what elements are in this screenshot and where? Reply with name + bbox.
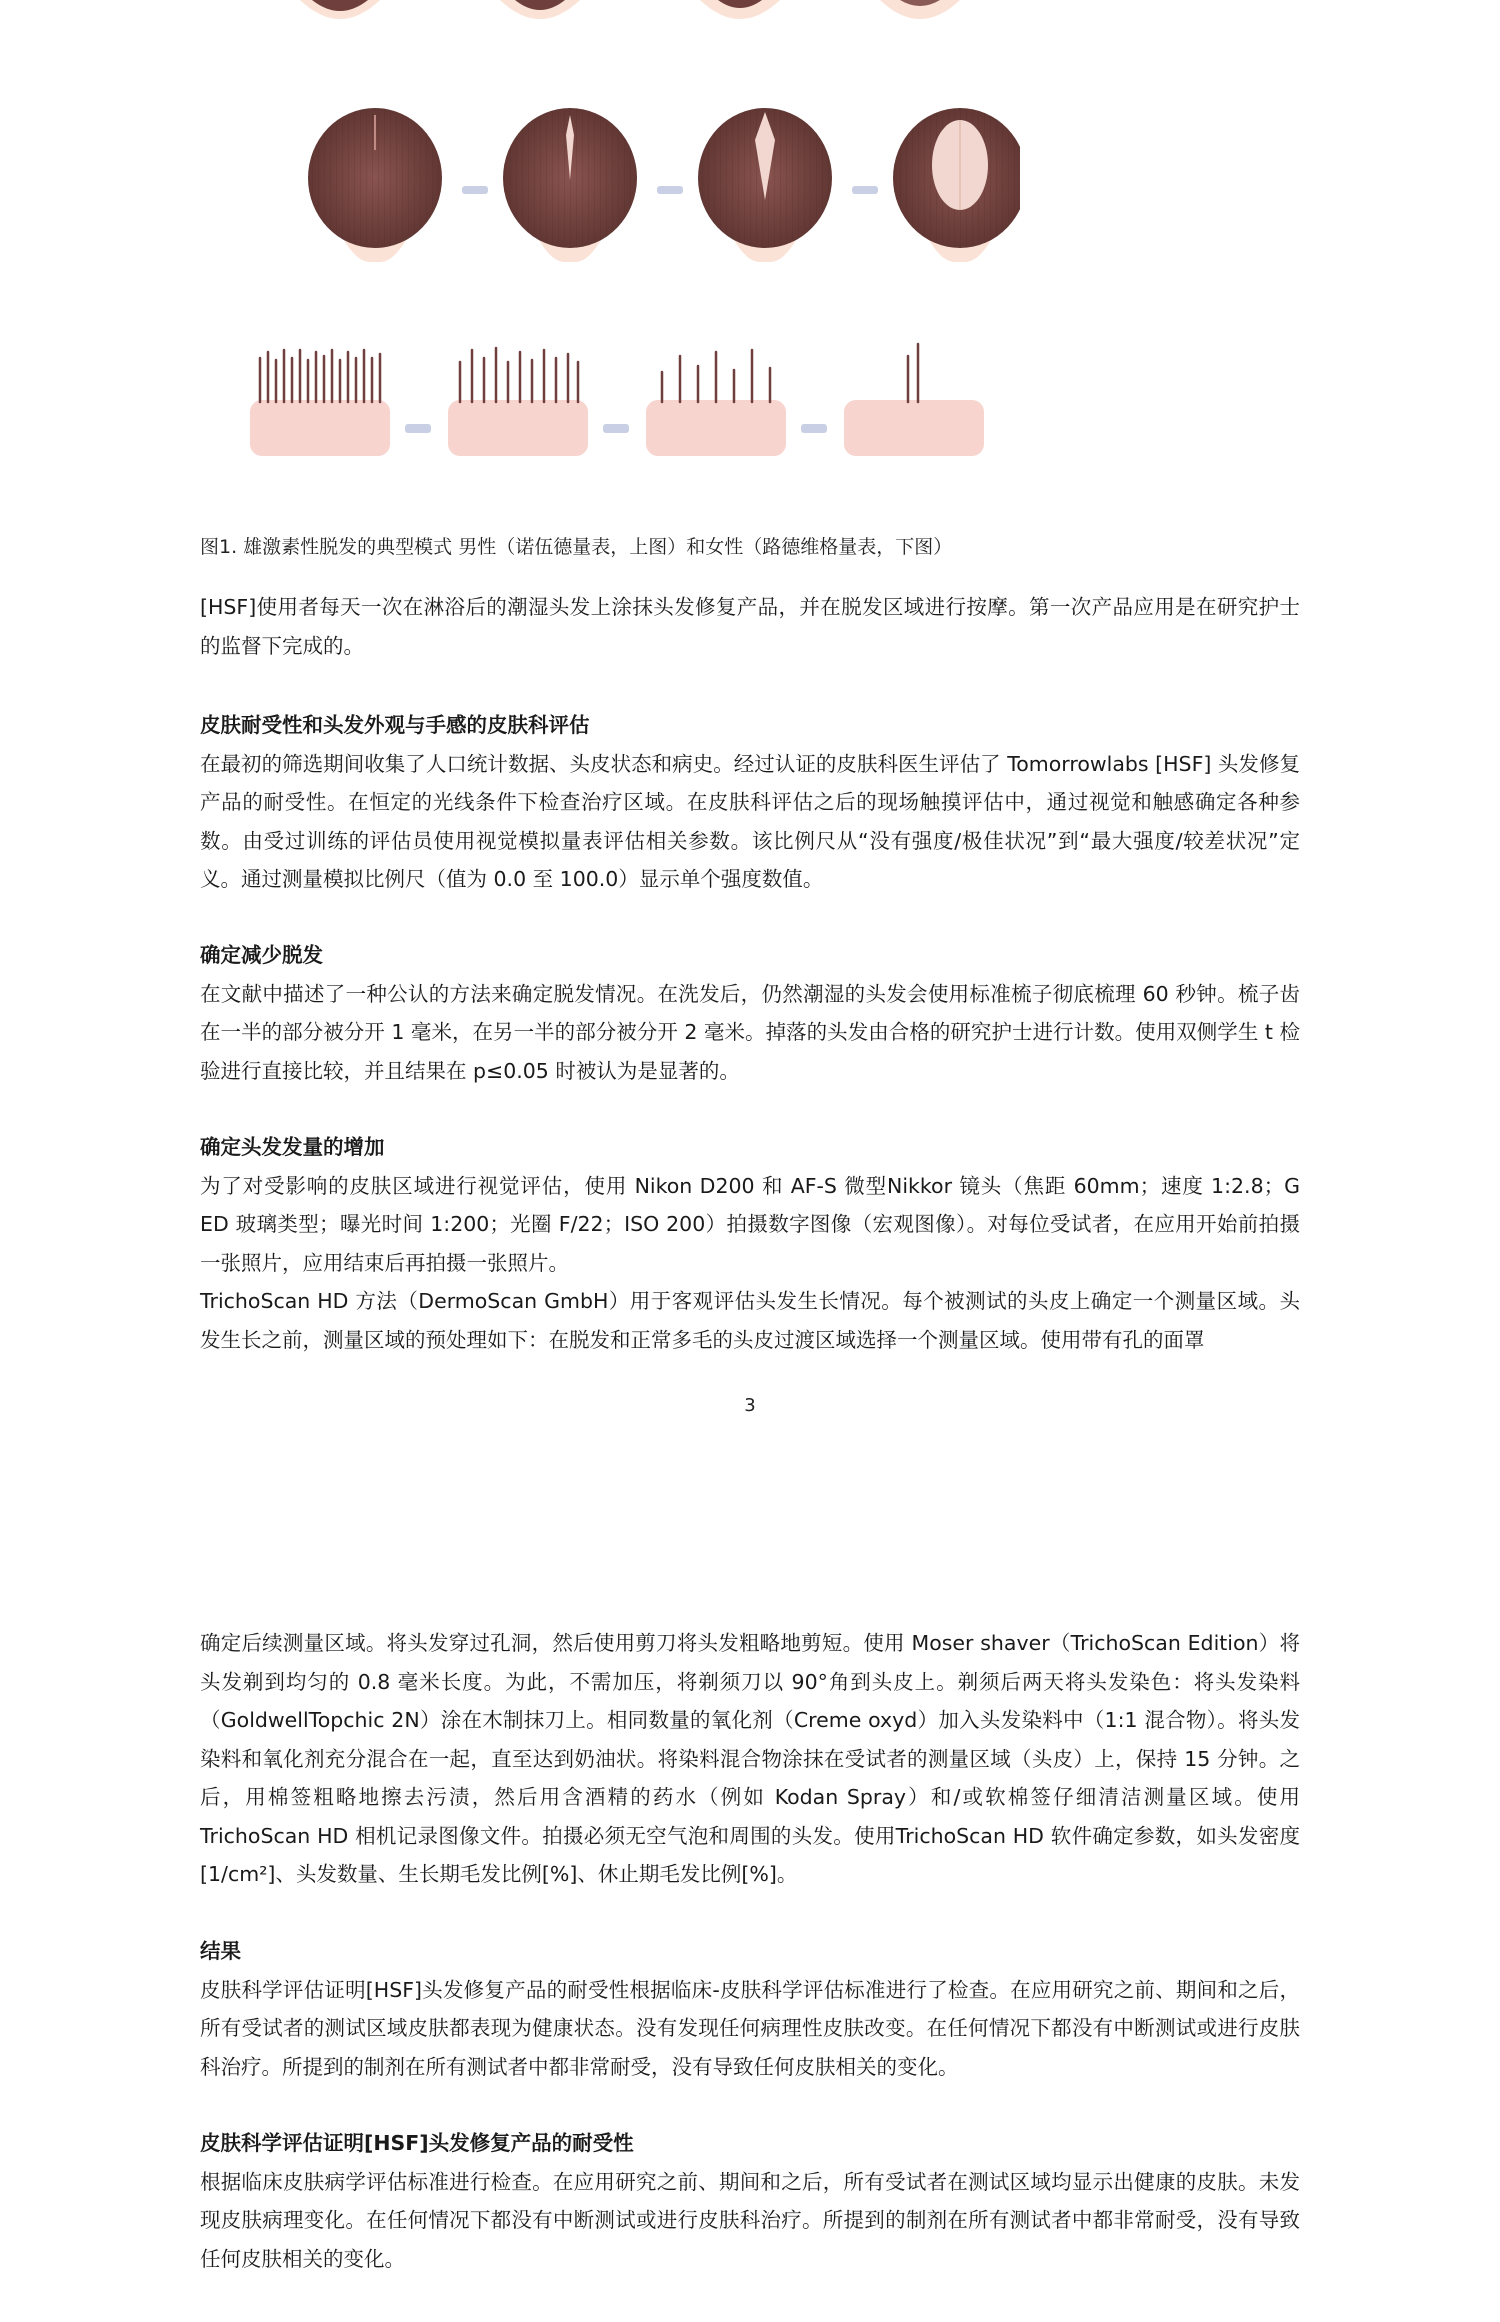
hair-density-row: [250, 344, 984, 456]
hairloss-section: [200, 936, 1300, 1090]
volume-heading: 确定头发发量的增加: [200, 1135, 385, 1159]
hairloss-heading: 确定减少脱发: [200, 943, 323, 967]
female-head-stage-4: [893, 108, 1020, 262]
figure-caption: 图1. 雄激素性脱发的典型模式 男性（诺伍德量表，上图）和女性（路德维格量表，下图）: [200, 536, 953, 558]
connector: [657, 186, 683, 194]
procedure-section: [200, 1624, 1300, 1894]
tolerance-heading: 皮肤科学评估证明[HSF]头发修复产品的耐受性: [200, 2131, 634, 2155]
derm-section: [200, 706, 1300, 899]
hair-loss-figure: [240, 0, 1020, 460]
connector: [801, 424, 827, 433]
density-stage-1: [250, 350, 390, 456]
female-head-stage-2: [503, 108, 637, 262]
top-row-heads: [300, 0, 960, 19]
density-stage-4: [844, 344, 984, 456]
volume-paragraph: 为了对受影响的皮肤区域进行视觉评估，使用 Nikon D200 和 AF-S 微型Nikkor 镜头（焦距 60mm；速度 1:2.8；G ED 玻璃类型；曝光时间 1:200；光圈 F/22；ISO 200）拍摄数字图像（宏观图像）。对每位受试者，在应用开始前拍摄一张照片，应用结束后再拍摄一张照片。: [200, 1173, 1300, 1275]
density-stage-2: [448, 348, 588, 456]
connector: [852, 186, 878, 194]
derm-heading: 皮肤耐受性和头发外观与手感的皮肤科评估: [200, 713, 590, 737]
female-heads-row: [308, 108, 1020, 262]
tolerance-paragraph: 根据临床皮肤病学评估标准进行检查。在应用研究之前、期间和之后，所有受试者在测试区域均显示出健康的皮肤。未发现皮肤病理变化。在任何情况下都没有中断测试或进行皮肤科治疗。所提到的制剂在所有测试者中都非常耐受，没有导致任何皮肤相关的变化。: [200, 2169, 1300, 2271]
hairloss-paragraph: 在文献中描述了一种公认的方法来确定脱发情况。在洗发后，仍然潮湿的头发会使用标准梳子彻底梳理 60 秒钟。梳子齿在一半的部分被分开 1 毫米，在另一半的部分被分开 2 毫米。掉落的头发由合格的研究护士进行计数。使用双侧学生 t 检验进行直接比较，并且结果在 p≤0.05 时被认为是显著的。: [200, 981, 1300, 1083]
density-stage-3: [646, 350, 786, 456]
trichoscan-paragraph: TrichoScan HD 方法（DermoScan GmbH）用于客观评估头发生长情况。每个被测试的头皮上确定一个测量区域。头发生长之前，测量区域的预处理如下：在脱发和正常多毛的头皮过渡区域选择一个测量区域。使用带有孔的面罩: [200, 1289, 1300, 1352]
tolerance-section: [200, 2124, 1300, 2278]
results-paragraph: 皮肤科学评估证明[HSF]头发修复产品的耐受性根据临床-皮肤科学评估标准进行了检查。在应用研究之前、期间和之后，所有受试者的测试区域皮肤都表现为健康状态。没有发现任何病理性皮肤改变。在任何情况下都没有中断测试或进行皮肤科治疗。所提到的制剂在所有测试者中都非常耐受，没有导致任何皮肤相关的变化。: [200, 1977, 1300, 2079]
results-section: [200, 1932, 1300, 2086]
connector: [603, 424, 629, 433]
page-number: 3: [744, 1395, 756, 1416]
results-heading: 结果: [200, 1939, 241, 1963]
connector: [405, 424, 431, 433]
volume-section: [200, 1128, 1300, 1359]
derm-paragraph: 在最初的筛选期间收集了人口统计数据、头皮状态和病史。经过认证的皮肤科医生评估了 Tomorrowlabs [HSF] 头发修复产品的耐受性。在恒定的光线条件下检查治疗区域。在皮肤科评估之后的现场触摸评估中，通过视觉和触感确定各种参数。由受过训练的评估员使用视觉模拟量表评估相关参数。该比例尺从“没有强度/极佳状况”到“最大强度/较差状况”定义。通过测量模拟比例尺（值为 0.0 至 100.0）显示单个强度数值。: [200, 751, 1300, 891]
female-head-stage-3: [698, 108, 832, 262]
usage-paragraph: [HSF]使用者每天一次在淋浴后的潮湿头发上涂抹头发修复产品，并在脱发区域进行按摩。第一次产品应用是在研究护士的监督下完成的。: [200, 595, 1300, 658]
usage-section: [200, 588, 1300, 665]
female-head-stage-1: [308, 108, 442, 262]
procedure-paragraph: 确定后续测量区域。将头发穿过孔洞，然后使用剪刀将头发粗略地剪短。使用 Moser shaver（TrichoScan Edition）将头发剃到均匀的 0.8 毫米长度。为此，不需加压，将剃须刀以 90°角到头皮上。剃须后两天将头发染色：将头发染料（GoldwellTopchic 2N）涂在木制抹刀上。相同数量的氧化剂（Creme oxyd）加入头发染料中（1:1 混合物）。将头发染料和氧化剂充分混合在一起，直至达到奶油状。将染料混合物涂抹在受试者的测量区域（头皮）上，保持 15 分钟。之后，用棉签粗略地擦去污渍，然后用含酒精的药水（例如 Kodan Spray）和/或软棉签仔细清洁测量区域。使用TrichoScan HD 相机记录图像文件。拍摄必须无空气泡和周围的头发。使用TrichoScan HD 软件确定参数，如头发密度[1/cm²]、头发数量、生长期毛发比例[%]、休止期毛发比例[%]。: [200, 1631, 1300, 1886]
connector: [462, 186, 488, 194]
